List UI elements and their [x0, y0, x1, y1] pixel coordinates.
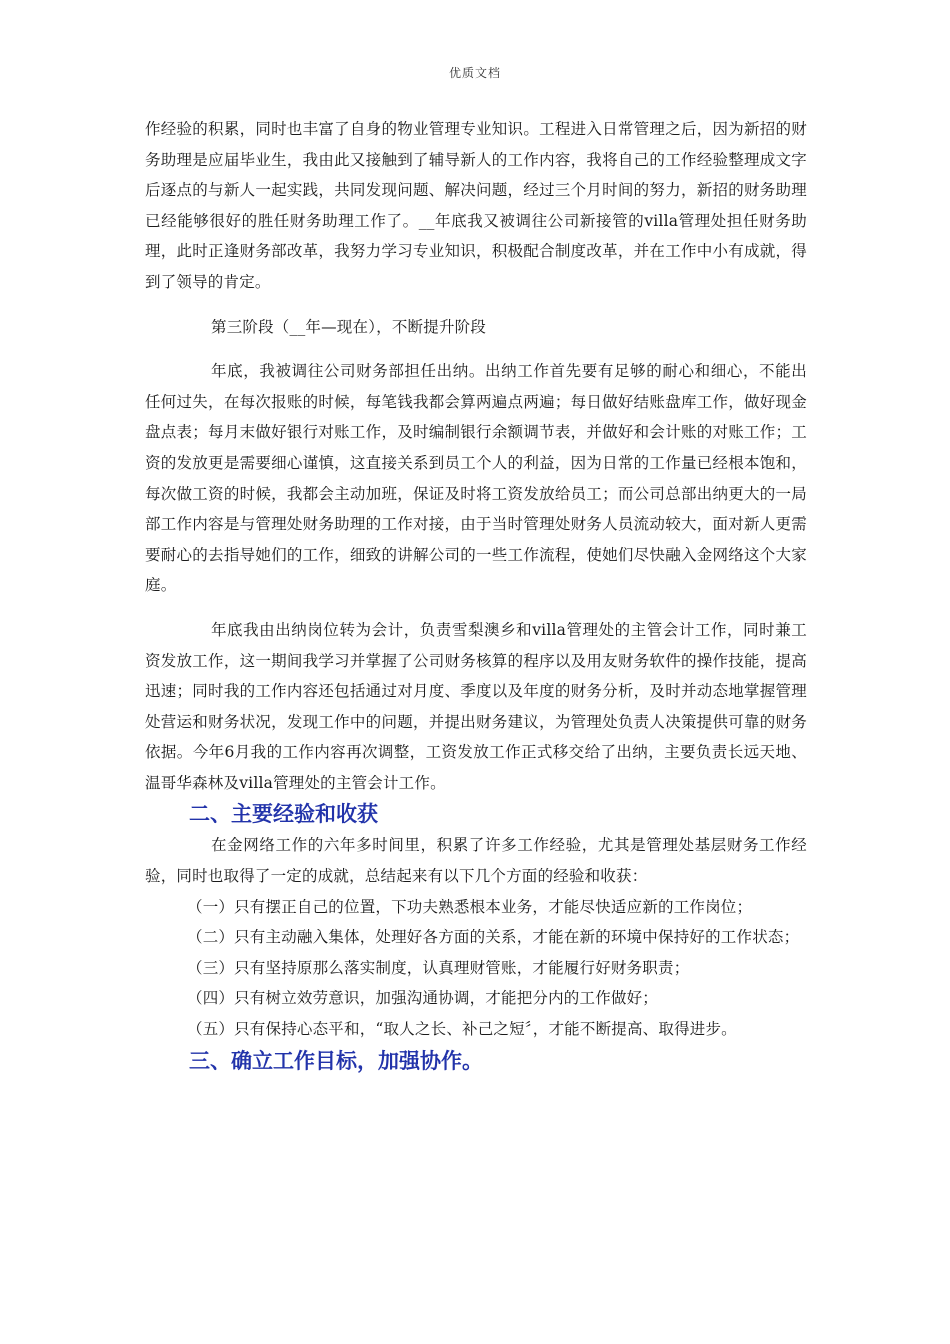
experience-item-5: （五）只有保持心态平和，“取人之长、补己之短〞，才能不断提高、取得进步。	[187, 1020, 737, 1039]
stage3-title: 第三阶段（__年—现在），不断提升阶段	[211, 317, 487, 336]
page-header: 优质文档	[448, 66, 501, 80]
experience-item-3: （三）只有坚持原那么落实制度，认真理财管账，才能履行好财务职责；	[187, 958, 690, 977]
experience-item-1: （一）只有摆正自己的位置，下功夫熟悉根本业务，才能尽快适应新的工作岗位；	[187, 897, 753, 916]
experience-item-2: （二）只有主动融入集体，处理好各方面的关系，才能在新的环境中保持好的工作状态；	[187, 928, 800, 947]
paragraph-cashier: 年底，我被调往公司财务部担任出纳。出纳工作首先要有足够的耐心和细心，不能出任何过失，在每次报账的时候，每笔钱我都会算两遍点两遍；每日做好结账盘库工作，做好现金盘点表；每月末做好银行对账工作，及时编制银行余额调节表，并做好和会计账的对账工作；工资的发放更是需要细心谨慎，这直接关系到员工个人的利益，因为日常的工作量已经根本饱和，每次做工资的时候，我都会主动加班，保证及时将工资发放给员工；而公司总部出纳更大的一局部工作内容是与管理处财务助理的工作对接，由于当时管理处财务人员流动较大，面对新人更需要耐心的去指导她们的工作，细致的讲解公司的一些工作流程，使她们尽快融入金网络这个大家庭。	[145, 362, 807, 595]
paragraph-accountant: 年底我由出纳岗位转为会计，负责雪梨澳乡和villa管理处的主管会计工作，同时兼工资发放工作，这一期间我学习并掌握了公司财务核算的程序以及用友财务软件的操作技能，提高迅速；同时我的工作内容还包括通过对月度、季度以及年度的财务分析，及时并动态地掌握管理处营运和财务状况，发现工作中的问题，并提出财务建议，为管理处负责人决策提供可靠的财务依据。今年6月我的工作内容再次调整，工资发放工作正式移交给了出纳，主要负责长远天地、温哥华森林及villa管理处的主管会计工作。	[145, 620, 807, 792]
paragraph-stage2-end: 作经验的积累，同时也丰富了自身的物业管理专业知识。工程进入日常管理之后，因为新招的财务助理是应届毕业生，我由此又接触到了辅导新人的工作内容，我将自己的工作经验整理成文字后逐点的与新人一起实践，共同发现问题、解决问题，经过三个月时间的努力，新招的财务助理已经能够很好的胜任财务助理工作了。__年底我又被调往公司新接管的villa管理处担任财务助理，此时正逢财务部改革，我努力学习专业知识，积极配合制度改革，并在工作中小有成就，得到了领导的肯定。	[145, 120, 807, 291]
section2-heading: 二、主要经验和收获	[189, 802, 378, 827]
section3-heading: 三、确立工作目标，加强协作。	[189, 1048, 483, 1073]
document-body	[145, 114, 807, 1077]
section2-intro: 在金网络工作的六年多时间里，积累了许多工作经验，尤其是管理处基层财务工作经验，同时也取得了一定的成就，总结起来有以下几个方面的经验和收获：	[145, 836, 807, 886]
experience-item-4: （四）只有树立效劳意识，加强沟通协调，才能把分内的工作做好；	[187, 989, 659, 1008]
